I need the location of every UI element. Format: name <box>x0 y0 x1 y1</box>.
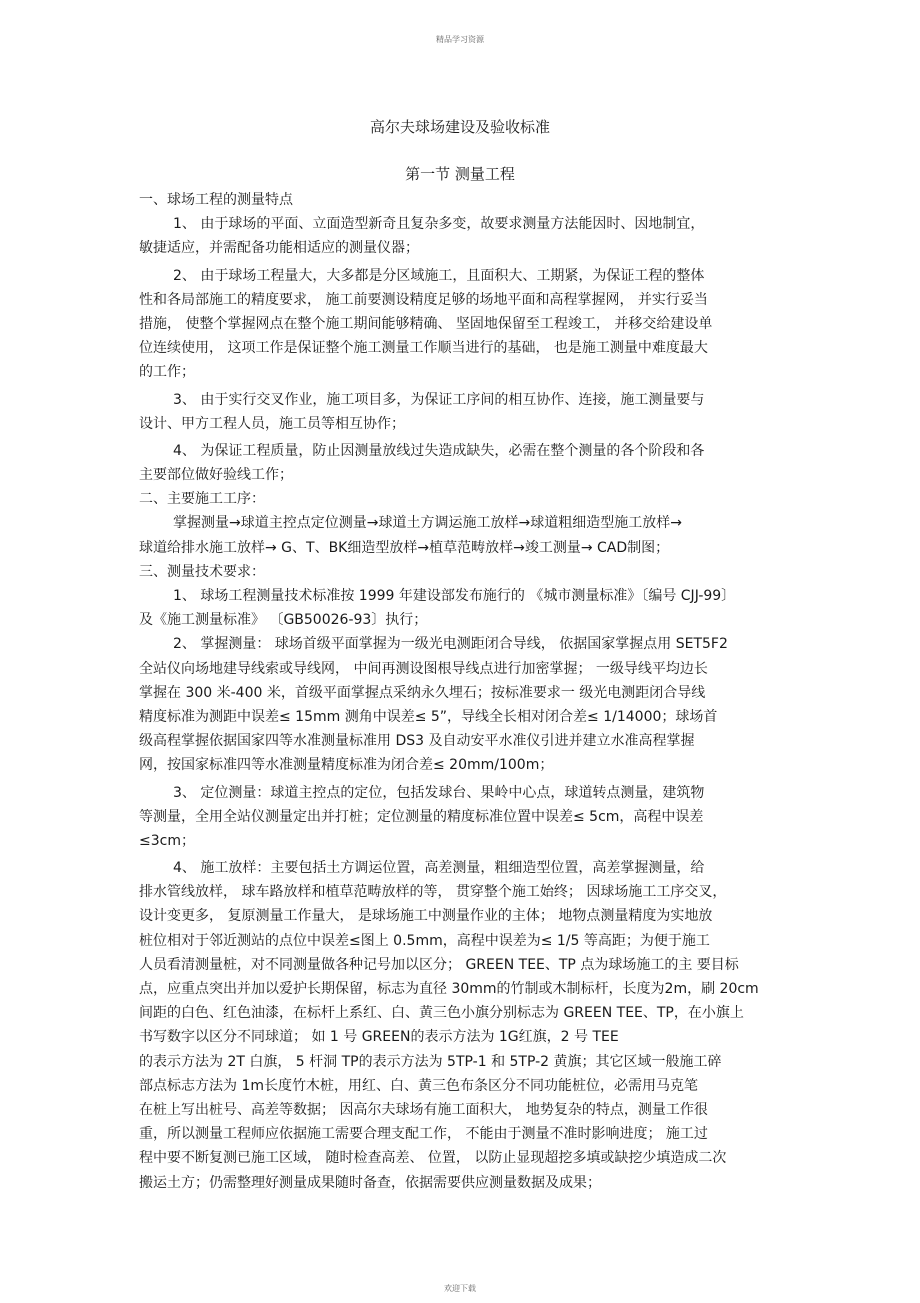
text-line: 网，按国家标准四等水准测量精度标准为闭合差≤ 20mm/100m； <box>139 757 554 774</box>
text-line: 程中要不断复测已施工区域， 随时检查高差、 位置， 以防止显现超挖多填或缺挖少填造成二次 <box>139 1150 727 1167</box>
text-line: 2、 由于球场工程量大，大多都是分区域施工，且面积大、工期紧，为保证工程的整体 <box>173 267 705 284</box>
text-line: 级高程掌握依据国家四等水准测量标准用 DS3 及自动安平水准仪引进并建立水准高程掌握 <box>139 733 695 750</box>
text-line: 书写数字以区分不同球道； 如 1 号 GREEN的表示方法为 1G红旗，2 号 TEE <box>139 1029 619 1046</box>
text-line: 3、 定位测量：球道主控点的定位，包括发球台、果岭中心点，球道转点测量，建筑物 <box>173 784 705 801</box>
text-line: 位连续使用， 这项工作是保证整个施工测量工作顺当进行的基础， 也是施工测量中难度最大 <box>139 340 708 357</box>
text-line: 主要部位做好验线工作； <box>139 467 293 484</box>
text-line: 设计、甲方工程人员，施工员等相互协作； <box>139 415 405 432</box>
text-line: 点，应重点突出并加以爱护长期保留，标志为直径 30mm的竹制或木制标杆，长度为2m，刷 20cm <box>139 981 759 997</box>
text-line: 设计变更多， 复原测量工作量大， 是球场施工中测量作业的主体； 地物点测量精度为实地放 <box>139 908 713 925</box>
text-line: 排水管线放样， 球车路放样和植草范畴放样的等， 贯穿整个施工始终； 因球场施工工序交叉， <box>139 884 727 901</box>
text-line: 重，所以测量工程师应依据施工需要合理支配工作， 不能由于测量不准时影响进度； 施工过 <box>139 1126 708 1143</box>
section-title: 第一节 测量工程 <box>405 165 515 183</box>
text-line: 精度标准为测距中误差≤ 15mm 测角中误差≤ 5”，导线全长相对闭合差≤ 1/14000；球场首 <box>139 708 718 725</box>
text-line: 掌握测量→球道主控点定位测量→球道土方调运施工放样→球道粗细造型施工放样→ <box>173 515 682 532</box>
text-line: 敏捷适应，并需配备功能相适应的测量仪器； <box>139 240 419 257</box>
text-line: 的表示方法为 2T 白旗， 5 杆洞 TP的表示方法为 5TP-1 和 5TP-2 黄旗；其它区域一般施工碎 <box>139 1053 722 1070</box>
text-line: 人员看清测量桩，对不同测量做各种记号加以区分； GREEN TEE、TP 点为球场施工的主 要目标 <box>139 956 739 973</box>
text-line: 二、主要施工工序： <box>139 491 265 508</box>
text-line: ≤3cm； <box>139 832 195 849</box>
text-line: 全站仪向场地建导线索或导线网， 中间再测设图根导线点进行加密掌握； 一级导线平均边长 <box>139 660 708 677</box>
document-title: 高尔夫球场建设及验收标准 <box>369 118 550 136</box>
text-line: 1、 由于球场的平面、立面造型新奇且复杂多变，故要求测量方法能因时、因地制宜， <box>173 216 705 233</box>
text-line: 的工作； <box>139 364 195 381</box>
text-line: 搬运土方；仍需整理好测量成果随时备查，依据需要供应测量数据及成果； <box>139 1174 601 1191</box>
text-line: 4、 为保证工程质量，防止因测量放线过失造成缺失，必需在整个测量的各个阶段和各 <box>173 442 705 459</box>
text-line: 一、球场工程的测量特点 <box>139 192 293 208</box>
text-line: 4、 施工放样：主要包括土方调运位置，高差测量，粗细造型位置，高差掌握测量，给 <box>173 860 705 877</box>
text-line: 三、测量技术要求： <box>139 563 265 580</box>
text-line: 掌握在 300 米-400 米，首级平面掌握点采纳永久埋石；按标准要求一 级光电测距闭合导线 <box>139 684 706 701</box>
text-line: 及《施工测量标准》 〔GB50026-93〕执行； <box>139 612 428 629</box>
text-line: 措施， 使整个掌握网点在整个施工期间能够精确、 坚固地保留至工程竣工， 并移交给建设单 <box>139 315 713 332</box>
document-body <box>139 188 784 1195</box>
text-line: 间距的白色、红色油漆，在标杆上系红、白、黄三色小旗分别标志为 GREEN TEE、TP，在小旗上 <box>139 1005 744 1022</box>
page-header: 精品学习资源 <box>436 35 484 44</box>
text-line: 2、 掌握测量： 球场首级平面掌握为一级光电测距闭合导线， 依据国家掌握点用 SET5F2 <box>173 636 728 653</box>
text-line: 3、 由于实行交叉作业，施工项目多，为保证工序间的相互协作、连接，施工测量要与 <box>173 391 705 408</box>
text-line: 在桩上写出桩号、高差等数据； 因高尔夫球场有施工面积大， 地势复杂的特点，测量工作很 <box>139 1101 708 1118</box>
text-line: 部点标志方法为 1m长度竹木桩，用红、白、黄三色布条区分不同功能桩位，必需用马克笔 <box>139 1077 698 1094</box>
text-line: 性和各局部施工的精度要求， 施工前要测设精度足够的场地平面和高程掌握网， 并实行妥当 <box>139 291 708 308</box>
text-line: 1、 球场工程测量技术标准按 1999 年建设部发布施行的 《城市测量标准》〔编号 CJJ-99〕 <box>173 588 736 604</box>
text-line: 球道给排水施工放样→ G、T、BK细造型放样→植草范畴放样→竣工测量→ CAD制图； <box>139 539 670 556</box>
text-line: 桩位相对于邻近测站的点位中误差≤图上 0.5mm，高程中误差为≤ 1/5 等高距；为便于施工 <box>139 932 710 949</box>
page-footer: 欢迎下载 <box>444 1284 476 1293</box>
text-line: 等测量，全用全站仪测量定出并打桩；定位测量的精度标准位置中误差≤ 5cm，高程中误差 <box>139 808 704 825</box>
